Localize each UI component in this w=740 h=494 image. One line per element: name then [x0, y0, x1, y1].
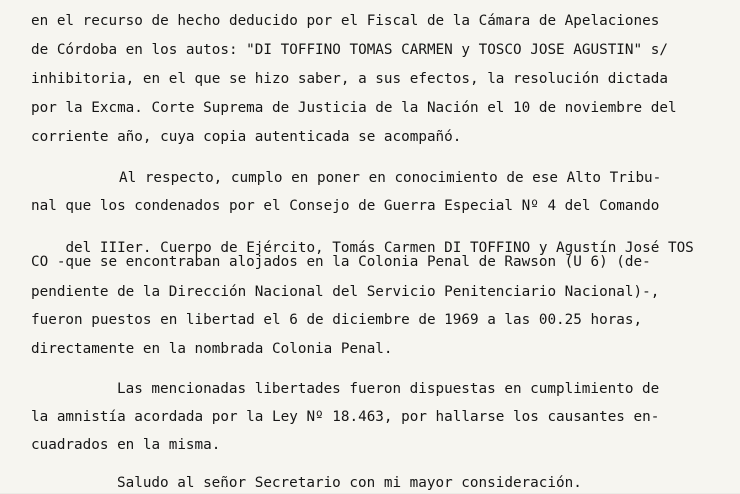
paragraph-1-line-2: de Córdoba en los autos: "DI TOFFINO TOMAS CARMEN y TOSCO JOSE AGUSTIN" s/: [31, 42, 668, 58]
paragraph-1-line-3: inhibitoria, en el que se hizo saber, a sus efectos, la resolución dictada: [31, 71, 668, 87]
top-fragment-text: [258, 0, 368, 3]
paragraph-2-line-5: pendiente de la Dirección Nacional del Servicio Penitenciario Nacional)-,: [31, 284, 660, 300]
paragraph-2-line-1: Al respecto, cumplo en poner en conocimiento de ese Alto Tribu-: [119, 170, 662, 186]
paragraph-3-line-3: cuadrados en la misma.: [31, 437, 221, 453]
paragraph-2-line-4: CO -que se encontraban alojados en la Colonia Penal de Rawson (U 6) (de-: [31, 254, 651, 270]
paragraph-2-line-3-text: del IIIer. Cuerpo de Ejército, Tomás Carmen DI TOFFINO y Agustín José TOS: [65, 240, 694, 257]
paragraph-1-line-5: corriente año, cuya copia autenticada se acompañó.: [31, 129, 462, 145]
closing-line: Saludo al señor Secretario con mi mayor consideración.: [117, 475, 582, 491]
paragraph-1-line-1: en el recurso de hecho deducido por el Fiscal de la Cámara de Apelaciones: [31, 13, 660, 29]
paragraph-3-line-1: Las mencionadas libertades fueron dispuestas en cumplimiento de: [117, 381, 660, 397]
paragraph-2-line-2: nal que los condenados por el Consejo de Guerra Especial Nº 4 del Comando: [31, 198, 660, 214]
paragraph-2-line-7: directamente en la nombrada Colonia Penal.: [31, 341, 393, 357]
paragraph-3-line-2: la amnistía acordada por la Ley Nº 18.463, por hallarse los causantes en-: [31, 409, 660, 425]
paragraph-2-line-6: fueron puestos en libertad el 6 de diciembre de 1969 a las 00.25 horas,: [31, 312, 643, 328]
paragraph-1-line-4: por la Excma. Corte Suprema de Justicia de la Nación el 10 de noviembre del: [31, 100, 677, 116]
